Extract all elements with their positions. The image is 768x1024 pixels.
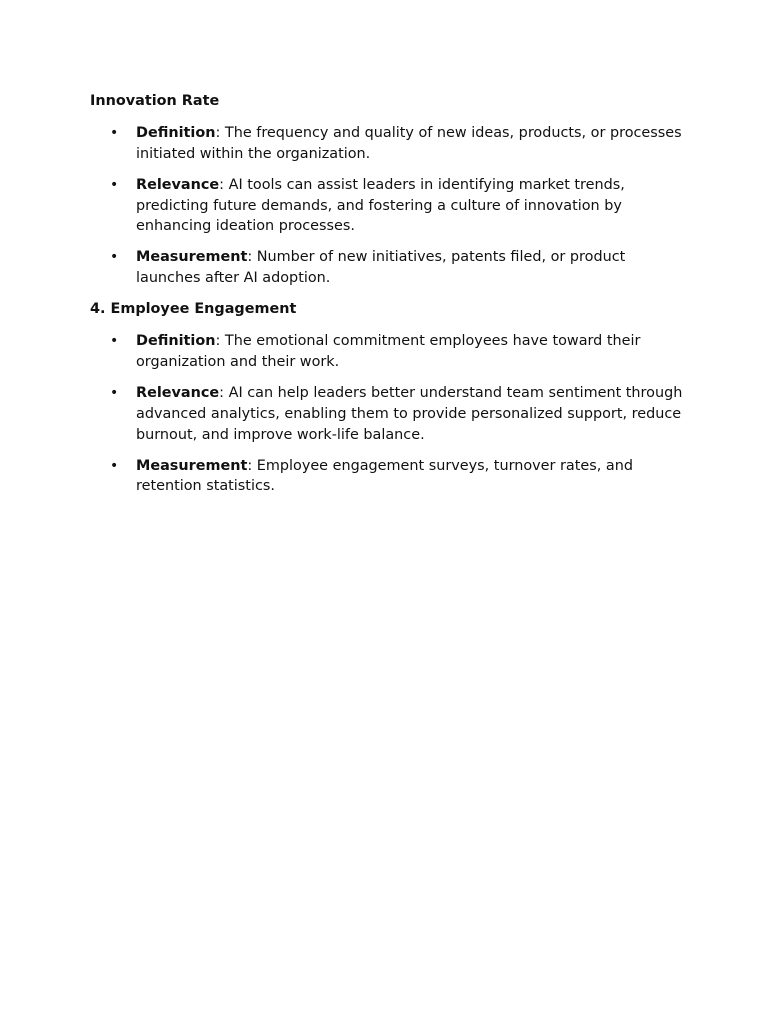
term-label: Definition [136,125,216,141]
list-item [90,175,690,237]
bullet-icon: • [110,125,119,141]
item-text: : AI can help leaders better understand team sentiment through advanced analytics, enabling them to provide personalized support, reduce burnout, and improve work-life balance. [136,384,683,443]
term-label: Relevance [136,384,220,401]
bullet-icon: • [110,333,119,350]
bullet-icon: • [110,176,119,193]
term-label: Definition [136,333,216,350]
term-label: Measurement [136,249,248,266]
list-item [90,383,690,445]
section-heading-employee-engagement: 4. Employee Engagement [90,301,297,318]
item-text: : The frequency and quality of new ideas, products, or processes initiated within the organization. [136,125,682,162]
item-text: : The emotional commitment employees have toward their organization and their work. [136,333,641,370]
item-text: : AI tools can assist leaders in identifying market trends, predicting future demands, and fostering a culture of innovation by enhancing ideation processes. [136,176,625,235]
bullet-list-innovation-rate [90,123,690,289]
item-text: : Number of new initiatives, patents filed, or product launches after AI adoption. [136,249,626,287]
term-label: Relevance [136,176,220,193]
bullet-icon: • [110,457,119,474]
section-heading-innovation-rate: Innovation Rate [90,93,220,109]
list-item [90,456,690,498]
document-body [90,91,690,507]
bullet-list-employee-engagement [90,331,690,497]
bullet-icon: • [110,249,119,266]
item-text: : Employee engagement surveys, turnover rates, and retention statistics. [136,457,633,495]
list-item [90,247,690,289]
list-item [90,123,690,165]
bullet-icon: • [110,384,119,401]
list-item [90,331,690,373]
term-label: Measurement [136,457,248,474]
